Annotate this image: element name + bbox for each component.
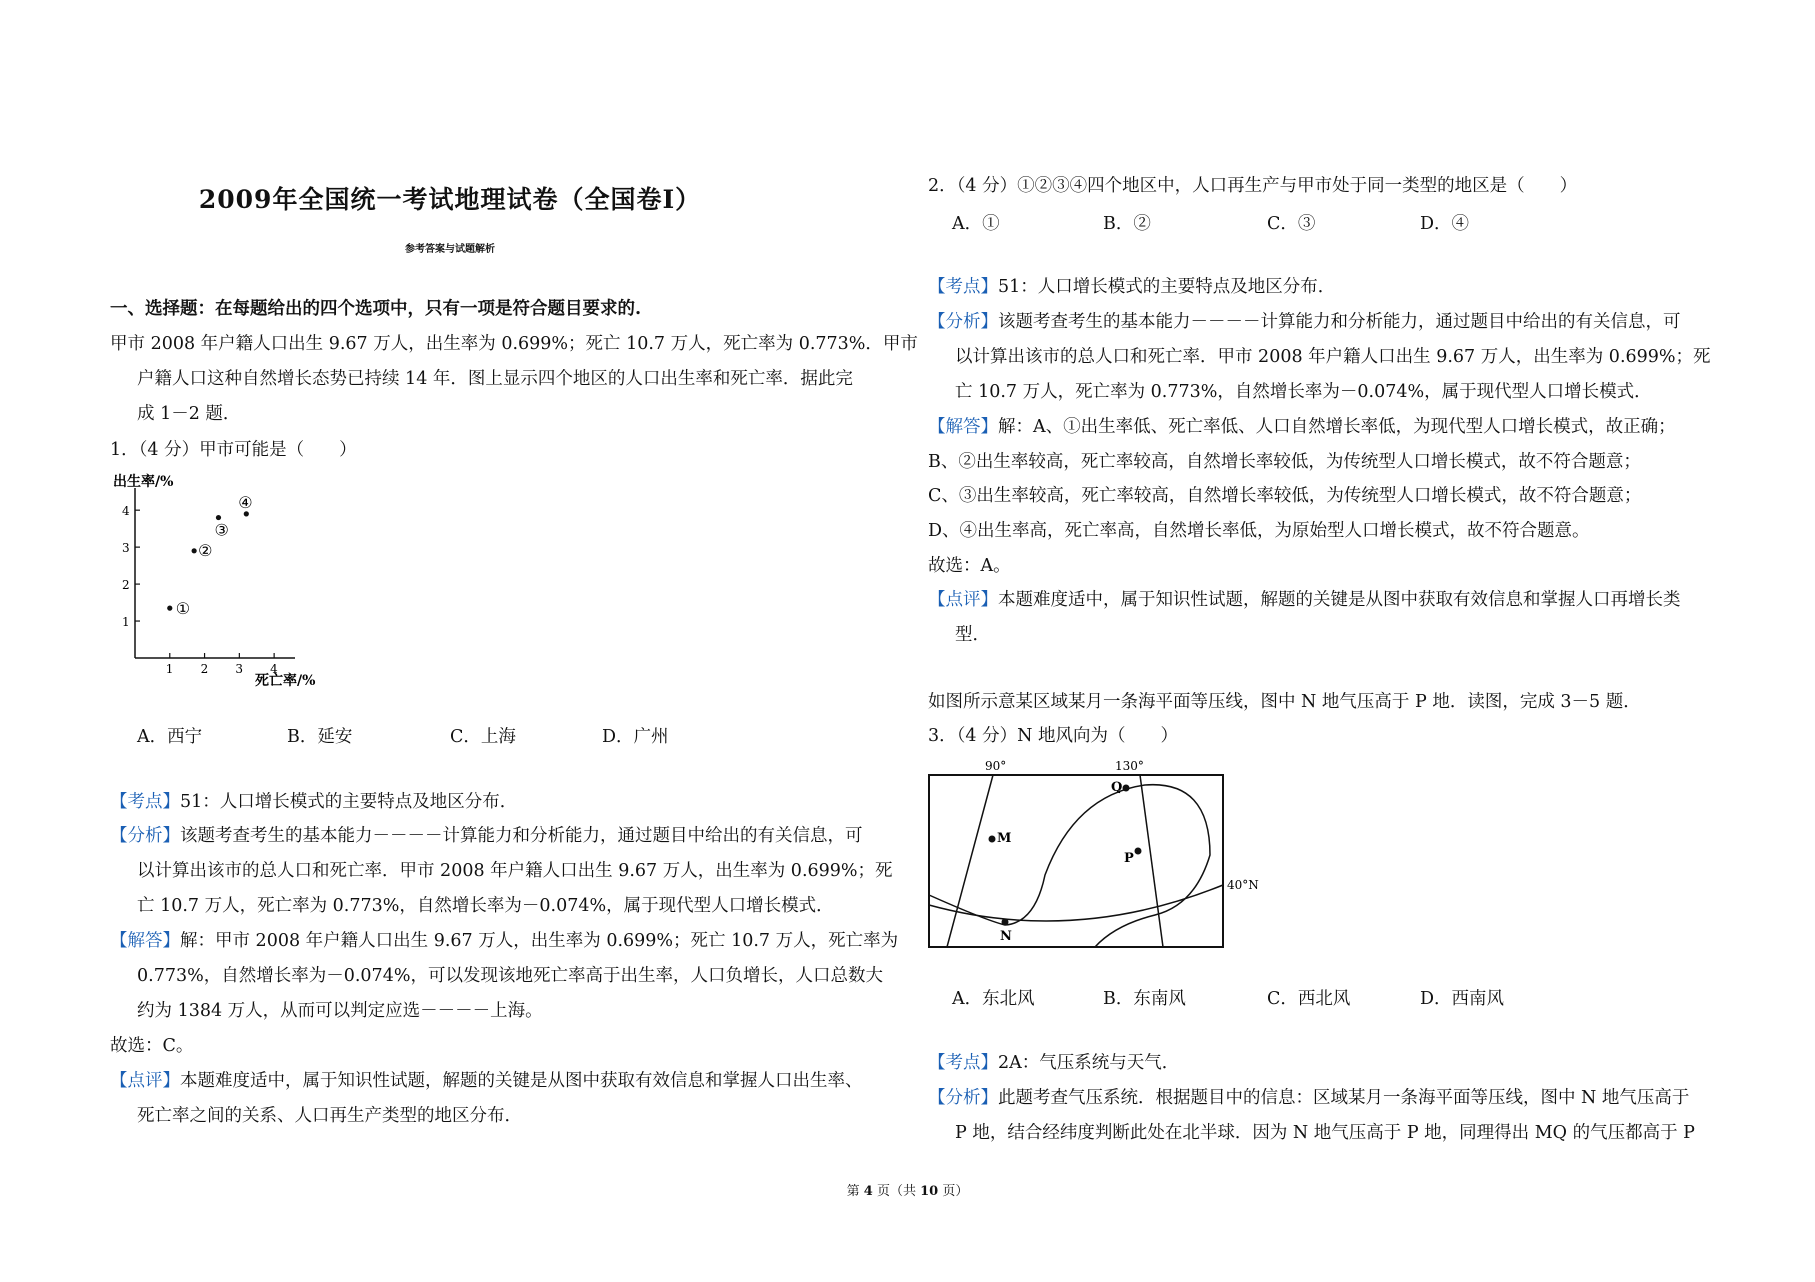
meridian-130 — [1140, 775, 1163, 947]
chart-y-label: 出生率/% — [113, 474, 174, 490]
fenxi-tag: 【分析】 — [928, 1088, 998, 1108]
chart-x-tick-label: 1 — [165, 662, 174, 676]
chart-point — [244, 511, 249, 516]
chart-point-label: ① — [175, 599, 191, 619]
kaodian-tag: 【考点】 — [110, 792, 180, 812]
chart-x-label: 死亡率/% — [255, 673, 316, 689]
jieda-text: 约为 1384 万人，从而可以判定应选－－－－上海。 — [137, 1001, 543, 1021]
birth-death-scatter-chart — [105, 470, 335, 690]
question-3-stem: 3．（4 分）N 地风向为（ ） — [928, 726, 1178, 746]
fenxi-tag: 【分析】 — [110, 826, 180, 846]
footer-page-number: 4 — [863, 1184, 873, 1199]
q1-option-c[interactable]: C．上海 — [450, 727, 516, 747]
jieda-text: B、②出生率较高，死亡率较高，自然增长率较低，为传统型人口增长模式，故不符合题意； — [928, 452, 1641, 472]
q2-dianping — [928, 589, 1681, 611]
q2-option-d[interactable]: D．④ — [1420, 214, 1470, 234]
chart-x-tick-label: 4 — [270, 662, 278, 676]
fenxi-text: P 地，结合经纬度判断此处在北半球．因为 N 地气压高于 P 地，同理得出 MQ 的气压都高于 P — [955, 1123, 1695, 1143]
label-n: N — [1000, 929, 1012, 944]
fenxi-text: 以计算出该市的总人口和死亡率．甲市 2008 年户籍人口出生 9.67 万人，出生率为 0.699%；死 — [955, 347, 1711, 367]
fenxi-text: 以计算出该市的总人口和死亡率．甲市 2008 年户籍人口出生 9.67 万人，出生率为 0.699%；死 — [137, 861, 893, 881]
q1-option-d[interactable]: D．广州 — [602, 727, 669, 747]
dianping-text: 死亡率之间的关系、人口再生产类型的地区分布． — [137, 1106, 522, 1126]
chart-point-label: ④ — [238, 492, 253, 512]
chart-y-tick-label: 4 — [122, 504, 130, 519]
q1-jieda — [110, 930, 898, 952]
jieda-text: 0.773%，自然增长率为－0.074%，可以发现该地死亡率高于出生率，人口负增长，人口总数大 — [137, 966, 883, 986]
intro-2: 如图所示意某区域某月一条海平面等压线，图中 N 地气压高于 P 地．读图，完成 3－5 题． — [928, 692, 1641, 712]
q1-option-b[interactable]: B．延安 — [287, 727, 353, 747]
dianping-tag: 【点评】 — [928, 590, 998, 610]
chart-point — [192, 548, 197, 553]
chart-y-tick-label: 3 — [122, 541, 130, 556]
q1-fenxi — [110, 825, 863, 847]
dianping-text: 本题难度适中，属于知识性试题，解题的关键是从图中获取有效信息和掌握人口出生率、 — [180, 1071, 863, 1091]
lon-label-130: 130° — [1115, 759, 1144, 773]
fenxi-text: 此题考查气压系统．根据题目中的信息：区域某月一条海平面等压线，图中 N 地气压高于 — [998, 1088, 1690, 1108]
q1-option-a[interactable]: A．西宁 — [137, 727, 203, 747]
footer-pre: 第 — [846, 1184, 864, 1199]
fenxi-text: 该题考查考生的基本能力－－－－计算能力和分析能力，通过题目中给出的有关信息，可 — [998, 312, 1681, 332]
q3-option-c[interactable]: C．西北风 — [1267, 989, 1351, 1009]
q3-option-a[interactable]: A．东北风 — [952, 989, 1035, 1009]
isobar-map — [925, 755, 1265, 955]
dianping-text: 本题难度适中，属于知识性试题，解题的关键是从图中获取有效信息和掌握人口再增长类 — [998, 590, 1681, 610]
jieda-text: 解：A、①出生率低、死亡率低、人口自然增长率低，为现代型人口增长模式，故正确； — [998, 417, 1676, 437]
footer-total-pages: 10 — [920, 1184, 939, 1199]
jieda-text: D、④出生率高，死亡率高，自然增长率低，为原始型人口增长模式，故不符合题意。 — [928, 521, 1590, 541]
chart-x-tick-label: 2 — [200, 662, 209, 676]
q2-option-a[interactable]: A．① — [952, 214, 1000, 234]
kaodian-tag: 【考点】 — [928, 1053, 998, 1073]
q3-option-b[interactable]: B．东南风 — [1103, 989, 1186, 1009]
label-p: P — [1124, 851, 1134, 866]
lat-label-40n: 40°N — [1227, 878, 1259, 892]
footer-post: 页） — [938, 1184, 969, 1199]
intro-line: 甲市 2008 年户籍人口出生 9.67 万人，出生率为 0.699%；死亡 10.7 万人，死亡率为 0.773%．甲市 — [110, 334, 918, 354]
chart-point-label: ③ — [214, 520, 229, 540]
isobar-line — [929, 785, 1210, 947]
kaodian-text: 2A：气压系统与天气． — [998, 1053, 1180, 1073]
meridian-90 — [947, 775, 993, 947]
kaodian-text: 51：人口增长模式的主要特点及地区分布． — [180, 792, 518, 812]
q2-jieda — [928, 416, 1676, 438]
footer-mid: 页（共 — [872, 1184, 921, 1199]
question-1-stem: 1．（4 分）甲市可能是（ ） — [110, 440, 357, 460]
q2-fenxi — [928, 311, 1681, 333]
page-footer — [0, 1180, 1815, 1199]
jieda-text: C、③出生率较高，死亡率较高，自然增长率较低，为传统型人口增长模式，故不符合题意； — [928, 486, 1642, 506]
chart-point — [216, 515, 221, 520]
intro-line: 户籍人口这种自然增长态势已持续 14 年．图上显示四个地区的人口出生率和死亡率．据此完 — [137, 369, 853, 389]
intro-line: 成 1－2 题． — [137, 404, 241, 424]
section-heading: 一、选择题：在每题给出的四个选项中，只有一项是符合题目要求的. — [110, 299, 642, 319]
jieda-tag: 【解答】 — [110, 931, 180, 951]
q3-kaodian — [928, 1052, 1179, 1074]
fenxi-text: 亡 10.7 万人，死亡率为 0.773%，自然增长率为－0.074%，属于现代型人口增长模式． — [137, 896, 834, 916]
page-subtitle: 参考答案与试题解析 — [405, 244, 495, 255]
q3-fenxi — [928, 1087, 1689, 1109]
dianping-text: 型． — [955, 625, 990, 645]
kaodian-tag: 【考点】 — [928, 277, 998, 297]
q1-answer: 故选：C。 — [110, 1036, 194, 1056]
jieda-text: 解：甲市 2008 年户籍人口出生 9.67 万人，出生率为 0.699%；死亡 10.7 万人，死亡率为 — [180, 931, 899, 951]
chart-point-label: ② — [198, 540, 213, 560]
dianping-tag: 【点评】 — [110, 1071, 180, 1091]
point-m — [989, 836, 996, 843]
chart-plot-area — [122, 488, 295, 676]
label-q: Q — [1111, 780, 1123, 795]
chart-y-tick-label: 2 — [122, 578, 130, 593]
q2-option-b[interactable]: B．② — [1103, 214, 1151, 234]
question-2-stem: 2．（4 分）①②③④四个地区中，人口再生产与甲市处于同一类型的地区是（ ） — [928, 176, 1578, 196]
fenxi-tag: 【分析】 — [928, 312, 998, 332]
chart-point — [167, 606, 172, 611]
q3-option-d[interactable]: D．西南风 — [1420, 989, 1505, 1009]
q2-kaodian — [928, 276, 1335, 298]
kaodian-text: 51：人口增长模式的主要特点及地区分布． — [998, 277, 1336, 297]
label-m: M — [997, 831, 1012, 846]
q2-answer: 故选：A。 — [928, 556, 1011, 576]
chart-y-tick-label: 1 — [122, 615, 130, 630]
point-p — [1135, 848, 1142, 855]
page-title: 2009年全国统一考试地理试卷（全国卷Ⅰ） — [198, 185, 702, 214]
q1-dianping — [110, 1070, 863, 1092]
fenxi-text: 亡 10.7 万人，死亡率为 0.773%，自然增长率为－0.074%，属于现代型人口增长模式． — [955, 382, 1652, 402]
jieda-tag: 【解答】 — [928, 417, 998, 437]
q1-kaodian — [110, 791, 517, 813]
q2-option-c[interactable]: C．③ — [1267, 214, 1316, 234]
map-frame — [929, 775, 1223, 947]
lon-label-90: 90° — [985, 759, 1007, 773]
chart-x-tick-label: 3 — [235, 662, 243, 676]
point-n — [1002, 919, 1009, 926]
point-q — [1123, 785, 1130, 792]
fenxi-text: 该题考查考生的基本能力－－－－计算能力和分析能力，通过题目中给出的有关信息，可 — [180, 826, 863, 846]
